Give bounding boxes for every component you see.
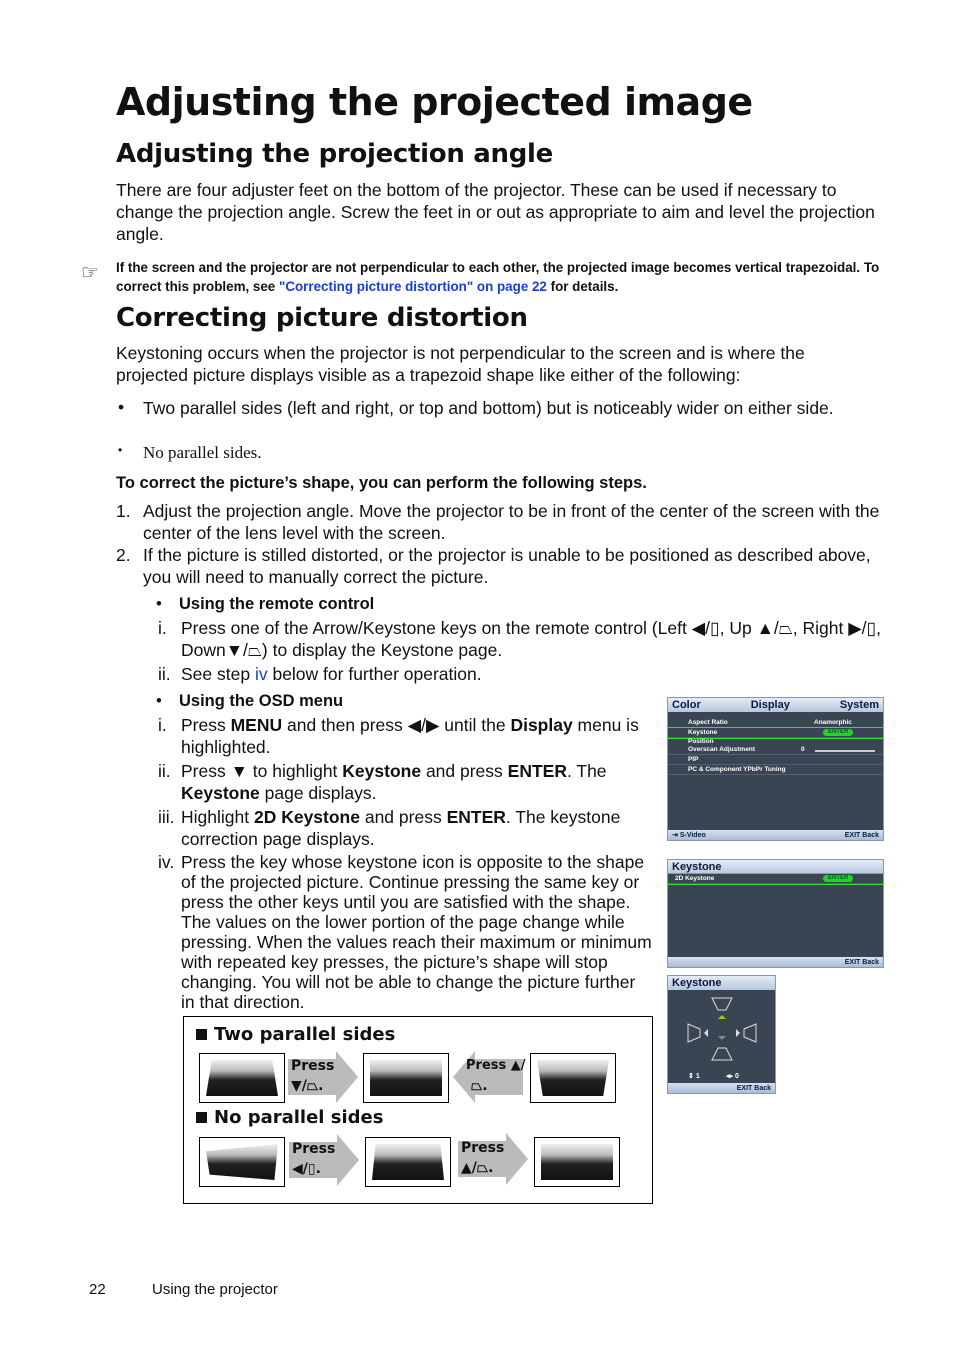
steps-heading: To correct the picture’s shape, you can perform the following steps.	[116, 474, 647, 492]
heading-text: Using the OSD menu	[179, 692, 344, 710]
overscan-slider[interactable]	[815, 750, 875, 752]
step-marker: ii.	[158, 664, 171, 684]
osd-2d-keystone-page	[667, 975, 776, 1094]
menu-item-2d-keystone[interactable]: 2D Keystone	[675, 875, 715, 882]
exit-key[interactable]: EXIT	[844, 958, 861, 966]
note-text: If the screen and the projector are not perpendicular to each other, the projected image becomes vertical trapezoidal. To correct this problem, see	[116, 260, 880, 294]
exit-key[interactable]: EXIT	[736, 1084, 753, 1092]
no-parallel-heading: No parallel sides	[196, 1107, 383, 1128]
press-label: Press	[466, 1058, 507, 1073]
menu-item-keystone[interactable]: Keystone	[688, 729, 718, 736]
horizontal-value: ◂▸ 0	[726, 1073, 739, 1080]
osd-step-ii: ii. Press ▼ to highlight Keystone and press ENTER. The Keystone page displays.	[158, 761, 607, 803]
overscan-value: 0	[801, 746, 805, 753]
remote-step-ii	[116, 663, 888, 685]
menu-item-overscan[interactable]: Overscan Adjustment	[688, 746, 755, 753]
text: below for further operation.	[267, 664, 482, 684]
key-label: ⏢.	[471, 1078, 488, 1094]
remote-step-i	[116, 617, 888, 661]
back-label: Back	[862, 831, 879, 839]
bullet: •	[118, 443, 123, 457]
enter-badge: ENTER	[823, 875, 853, 882]
photo-final	[534, 1137, 620, 1187]
step-marker: iv.	[158, 852, 175, 872]
bullet-item: No parallel sides.	[143, 443, 262, 462]
back-label: Back	[754, 1084, 771, 1092]
keystone-diagram	[183, 1016, 653, 1204]
two-parallel-heading: Two parallel sides	[196, 1024, 395, 1045]
source-label: ⇥ S-Video	[672, 832, 706, 839]
page-title: Adjusting the projected image	[116, 80, 753, 124]
tab-system[interactable]: System	[839, 699, 879, 711]
step-marker: iii.	[158, 807, 175, 827]
back-label: Back	[862, 958, 879, 966]
k2: ▲/	[510, 1058, 526, 1073]
menu-item-position[interactable]: Position	[688, 738, 714, 745]
bullet: •	[156, 595, 162, 613]
note	[116, 258, 886, 296]
step-marker: ii.	[158, 761, 171, 781]
keystone-adjust-icons	[668, 992, 775, 1072]
press-arrow-right	[458, 1133, 528, 1185]
step-marker: i.	[158, 715, 167, 735]
osd-step-iii: iii. Highlight 2D Keystone and press ENTER. The keystone correction page displays.	[158, 807, 621, 849]
pointing-hand-icon: ☞	[81, 262, 99, 284]
key-label: ▼/⏢.	[291, 1078, 324, 1094]
steps-list	[116, 500, 888, 1204]
tab-display[interactable]: Display	[750, 699, 790, 711]
paragraph-angle: There are four adjuster feet on the bottom of the projector. These can be used if necessary to change the projection angle. Screw the feet in or out as appropriate to aim and level the projection angle.	[116, 180, 875, 244]
photo-irregular	[199, 1137, 285, 1187]
exit-key[interactable]: EXIT	[844, 831, 861, 839]
photo-corrected	[363, 1053, 449, 1103]
bullet: •	[118, 397, 125, 417]
heading-text: Using the remote control	[179, 595, 375, 613]
note-text-end: for details.	[546, 279, 619, 294]
press-label: Press	[291, 1058, 335, 1074]
step-iv-link[interactable]: iv	[254, 664, 268, 684]
section-heading-distortion: Correcting picture distortion	[116, 303, 528, 333]
press-label: Press	[292, 1141, 336, 1157]
vertical-value: ⇕ 1	[688, 1073, 700, 1080]
menu-item-aspect-ratio[interactable]: Aspect Ratio	[688, 719, 728, 726]
enter-badge: ENTER	[823, 729, 853, 736]
photo-trapezoid-wide-bottom	[199, 1053, 285, 1103]
section-heading-angle: Adjusting the projection angle	[116, 139, 553, 169]
remote-heading	[116, 593, 888, 615]
press-arrow-right	[289, 1134, 359, 1186]
paragraph-keystoning: Keystoning occurs when the projector is not perpendicular to the screen and is where the projected picture displays visible as a trapezoid shape like either of the following:	[116, 343, 805, 385]
step-text: If the picture is stilled distorted, or the projector is unable to be positioned as described above, you will need to manually correct the picture.	[143, 545, 871, 587]
osd-step-i: i. Press MENU and then press ◀/▶ until the Display menu is highlighted.	[158, 715, 639, 757]
menu-title: Keystone	[672, 861, 722, 873]
key-label: ▲/⏢.	[461, 1160, 494, 1176]
bullet: •	[156, 692, 162, 710]
menu-item-pip[interactable]: PIP	[688, 756, 699, 763]
note-link[interactable]: "Correcting picture distortion" on page 22	[278, 279, 547, 294]
photo-trapezoid-wide-top	[530, 1053, 616, 1103]
osd-keystone-menu	[667, 859, 884, 968]
aspect-value: Anamorphic	[814, 719, 852, 726]
step-text: Press the key whose keystone icon is opposite to the shape of the projected picture. Continue pressing the same key or press the other keys until you are satisfied with the shape.	[181, 852, 645, 912]
step-marker: i.	[158, 618, 167, 638]
press-arrow-right	[288, 1051, 358, 1103]
osd-step-iv-detail: The values on the lower portion of the page change while pressing. When the values reach their maximum or minimum with repeated key presses, the picture’s shape will stop changing. You will not be able to change the picture further in that direction.	[181, 912, 652, 1012]
step-number: 2.	[116, 545, 131, 565]
text: See step	[181, 664, 255, 684]
step-2	[116, 544, 888, 588]
step-number: 1.	[116, 501, 131, 521]
bullet-item: Two parallel sides (left and right, or top and bottom) but is noticeably wider on either side.	[143, 398, 834, 418]
photo-partial	[365, 1137, 451, 1187]
step-text: Adjust the projection angle. Move the projector to be in front of the center of the screen with the center of the lens level with the screen.	[143, 501, 880, 543]
osd-display-menu	[667, 697, 884, 841]
footer-section: Using the projector	[152, 1281, 278, 1298]
press-arrow-left	[453, 1051, 526, 1103]
menu-title: Keystone	[672, 977, 722, 989]
tab-color[interactable]: Color	[672, 699, 701, 711]
step-1	[116, 500, 888, 544]
key-label: ◀/▯.	[292, 1161, 321, 1177]
step-text: Press one of the Arrow/Keystone keys on the remote control (Left ◀/▯, Up ▲/⏢, Right ▶/▯, Down▼/⏢) to display the Keystone page.	[181, 618, 882, 660]
press-label: Press	[461, 1140, 505, 1156]
menu-item-pc-tuning[interactable]: PC & Component YPbPr Tuning	[688, 766, 786, 773]
page-number: 22	[89, 1281, 106, 1298]
